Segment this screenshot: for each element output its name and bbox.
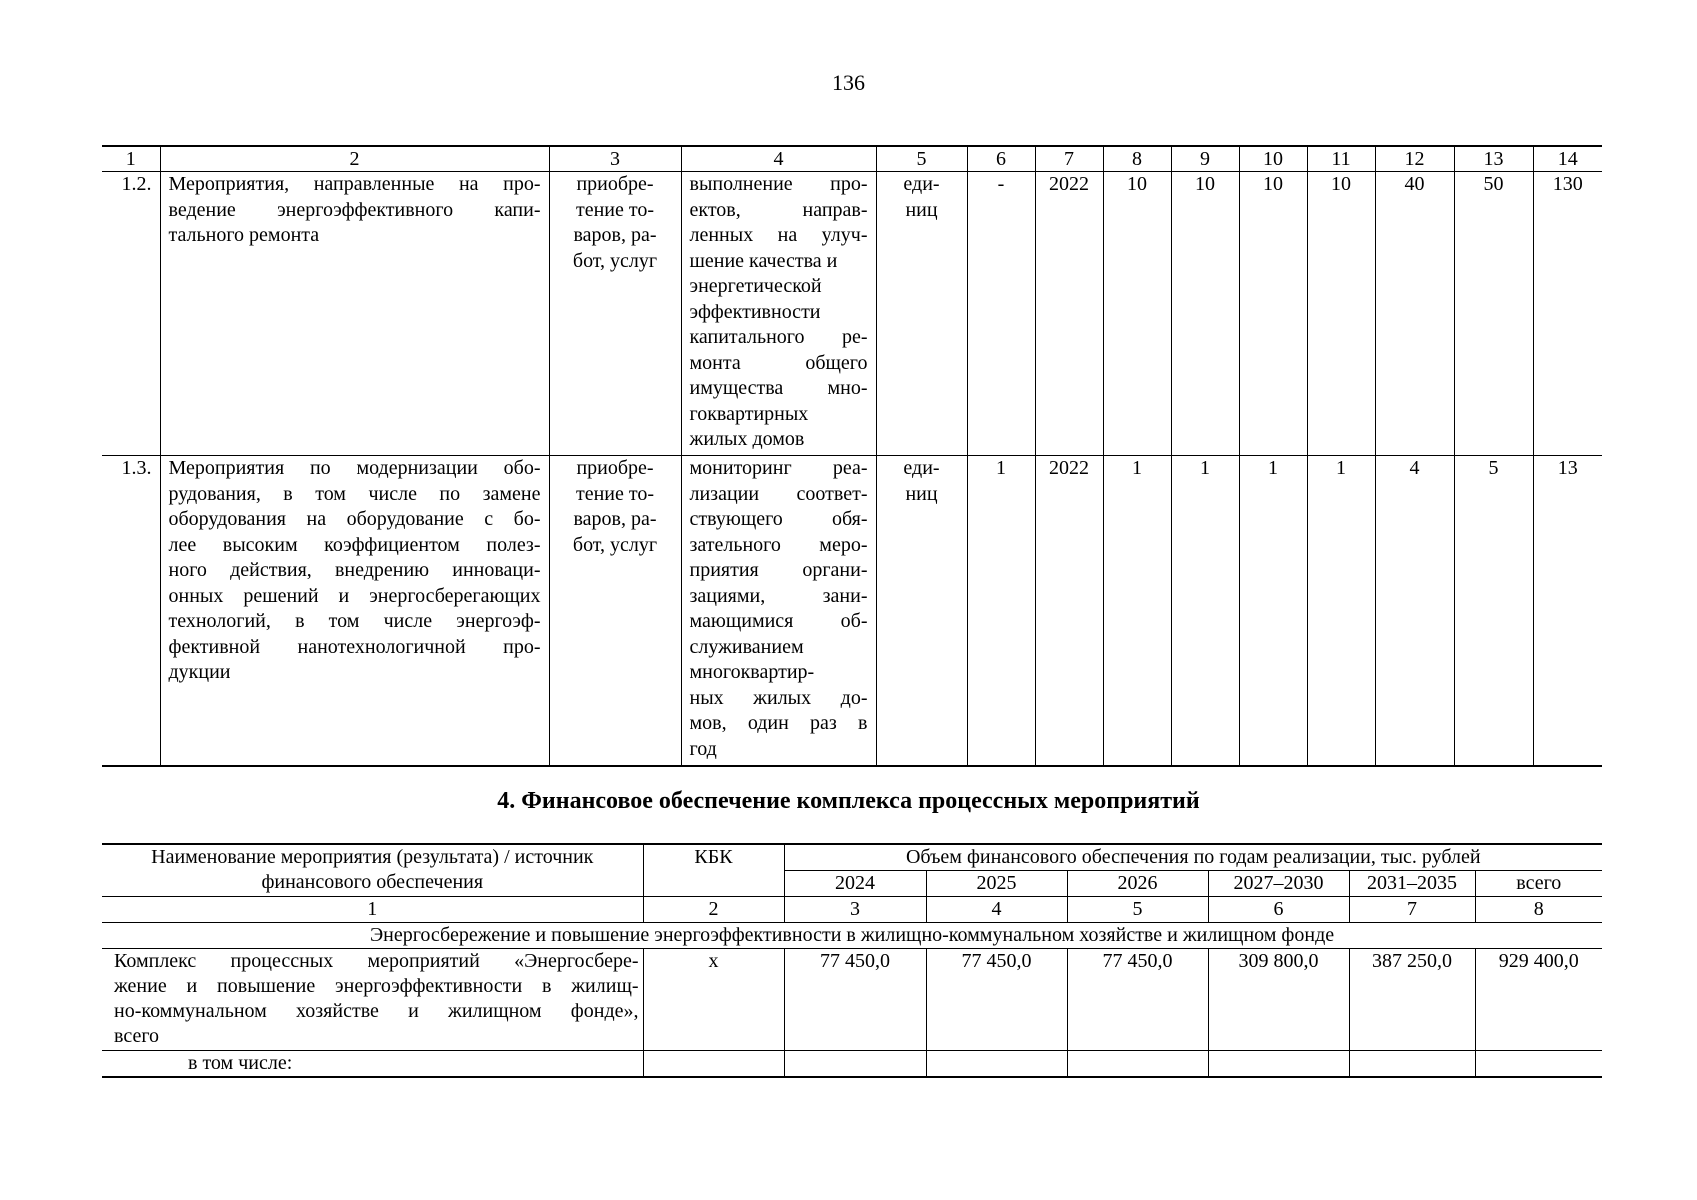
- volume-group-header: Объем финансового обеспечения по годам реализации, тыс. рублей: [784, 844, 1602, 871]
- header-cell: 1: [102, 146, 160, 172]
- value-cell: -: [967, 172, 1035, 456]
- value-cell: 10: [1103, 172, 1171, 456]
- value-cell: 1: [1307, 456, 1375, 766]
- header-cell: 4: [681, 146, 876, 172]
- measure-type: приобре- тение то- варов, ра- бот, услуг: [549, 456, 681, 766]
- header-cell: 5: [876, 146, 967, 172]
- measure-characteristic: выполнение про- ектов, направ- ленных на улуч- шение качества и энергетической эффективности капитального ре- монта общего имущества мно- гоквартирных жилых домов: [681, 172, 876, 456]
- header-cell: 10: [1239, 146, 1307, 172]
- value-cell: 1: [1239, 456, 1307, 766]
- row-number: 1.3.: [102, 456, 160, 766]
- column-number: 2: [643, 897, 784, 923]
- header-cell: 3: [549, 146, 681, 172]
- unit: еди- ниц: [876, 456, 967, 766]
- header-cell: 14: [1533, 146, 1602, 172]
- table-row: [102, 172, 1602, 456]
- row-number: 1.2.: [102, 172, 160, 456]
- value-cell: 2022: [1035, 456, 1103, 766]
- section-title: 4. Финансовое обеспечение комплекса процессных мероприятий: [497, 788, 1200, 814]
- column-number: 3: [784, 897, 926, 923]
- empty-cell: [1349, 1051, 1475, 1078]
- amount-cell: 77 450,0: [784, 949, 926, 1051]
- column-number: 8: [1475, 897, 1602, 923]
- complex-name: Комплекс процессных мероприятий «Энергосбере- жение и повышение энергоэффективности в жилищ- но-коммунальном хозяйстве и жилищном фонде», всего: [102, 949, 643, 1051]
- value-cell: 130: [1533, 172, 1602, 456]
- value-cell: 2022: [1035, 172, 1103, 456]
- value-cell: 5: [1454, 456, 1533, 766]
- including-label: в том числе:: [102, 1051, 643, 1078]
- column-number: 5: [1067, 897, 1208, 923]
- kbk-value: х: [643, 949, 784, 1051]
- value-cell: 1: [967, 456, 1035, 766]
- including-row: [102, 1051, 1602, 1078]
- header-cell: 7: [1035, 146, 1103, 172]
- table-header-row: [102, 146, 1602, 172]
- empty-cell: [1067, 1051, 1208, 1078]
- kbk-column-header: КБК: [643, 844, 784, 897]
- measure-characteristic: мониторинг реа- лизации соответ- ствующего обя- зательного меро- приятия органи- зациями, зани- мающимися об- служиванием многоквартир- ных жилых до- мов, один раз в год: [681, 456, 876, 766]
- header-cell: 11: [1307, 146, 1375, 172]
- empty-cell: [1208, 1051, 1349, 1078]
- amount-cell: 387 250,0: [1349, 949, 1475, 1051]
- name-column-header: Наименование мероприятия (результата) / источник финансового обеспечения: [102, 844, 643, 897]
- financing-table: [102, 843, 1602, 1078]
- page-number: 136: [832, 70, 865, 95]
- value-cell: 1: [1103, 456, 1171, 766]
- header-cell: 9: [1171, 146, 1239, 172]
- value-cell: 40: [1375, 172, 1454, 456]
- amount-cell: 309 800,0: [1208, 949, 1349, 1051]
- empty-cell: [784, 1051, 926, 1078]
- measure-type: приобре- тение то- варов, ра- бот, услуг: [549, 172, 681, 456]
- section-row: [102, 923, 1602, 949]
- header-cell: 13: [1454, 146, 1533, 172]
- total-header: всего: [1475, 871, 1602, 897]
- table-header-row: [102, 844, 1602, 871]
- complex-row: [102, 949, 1602, 1051]
- amount-cell: 77 450,0: [926, 949, 1067, 1051]
- column-number: 1: [102, 897, 643, 923]
- year-header: 2024: [784, 871, 926, 897]
- empty-cell: [1475, 1051, 1602, 1078]
- value-cell: 4: [1375, 456, 1454, 766]
- indicators-table: [102, 145, 1602, 767]
- table-row: [102, 456, 1602, 766]
- column-numbers-row: [102, 897, 1602, 923]
- value-cell: 10: [1171, 172, 1239, 456]
- column-number: 4: [926, 897, 1067, 923]
- empty-cell: [643, 1051, 784, 1078]
- section-row-label: Энергосбережение и повышение энергоэффективности в жилищно-коммунальном хозяйстве и жилищном фонде: [102, 923, 1602, 949]
- value-cell: 10: [1307, 172, 1375, 456]
- header-cell: 2: [160, 146, 549, 172]
- value-cell: 10: [1239, 172, 1307, 456]
- header-cell: 12: [1375, 146, 1454, 172]
- year-header: 2027–2030: [1208, 871, 1349, 897]
- empty-cell: [926, 1051, 1067, 1078]
- header-cell: 8: [1103, 146, 1171, 172]
- year-header: 2026: [1067, 871, 1208, 897]
- year-header: 2025: [926, 871, 1067, 897]
- amount-cell: 929 400,0: [1475, 949, 1602, 1051]
- year-header: 2031–2035: [1349, 871, 1475, 897]
- amount-cell: 77 450,0: [1067, 949, 1208, 1051]
- column-number: 6: [1208, 897, 1349, 923]
- value-cell: 1: [1171, 456, 1239, 766]
- header-cell: 6: [967, 146, 1035, 172]
- value-cell: 50: [1454, 172, 1533, 456]
- unit: еди- ниц: [876, 172, 967, 456]
- measure-name: Мероприятия по модернизации обо- рудования, в том числе по замене оборудования на оборудование с бо- лее высоким коэффициентом полез- ного действия, внедрению инноваци- онных решений и энергосберегающих технологий, в том числе энергоэф- фективной нанотехнологичной про- дукции: [160, 456, 549, 766]
- value-cell: 13: [1533, 456, 1602, 766]
- measure-name: Мероприятия, направленные на про- ведение энергоэффективного капи- тального ремонта: [160, 172, 549, 456]
- column-number: 7: [1349, 897, 1475, 923]
